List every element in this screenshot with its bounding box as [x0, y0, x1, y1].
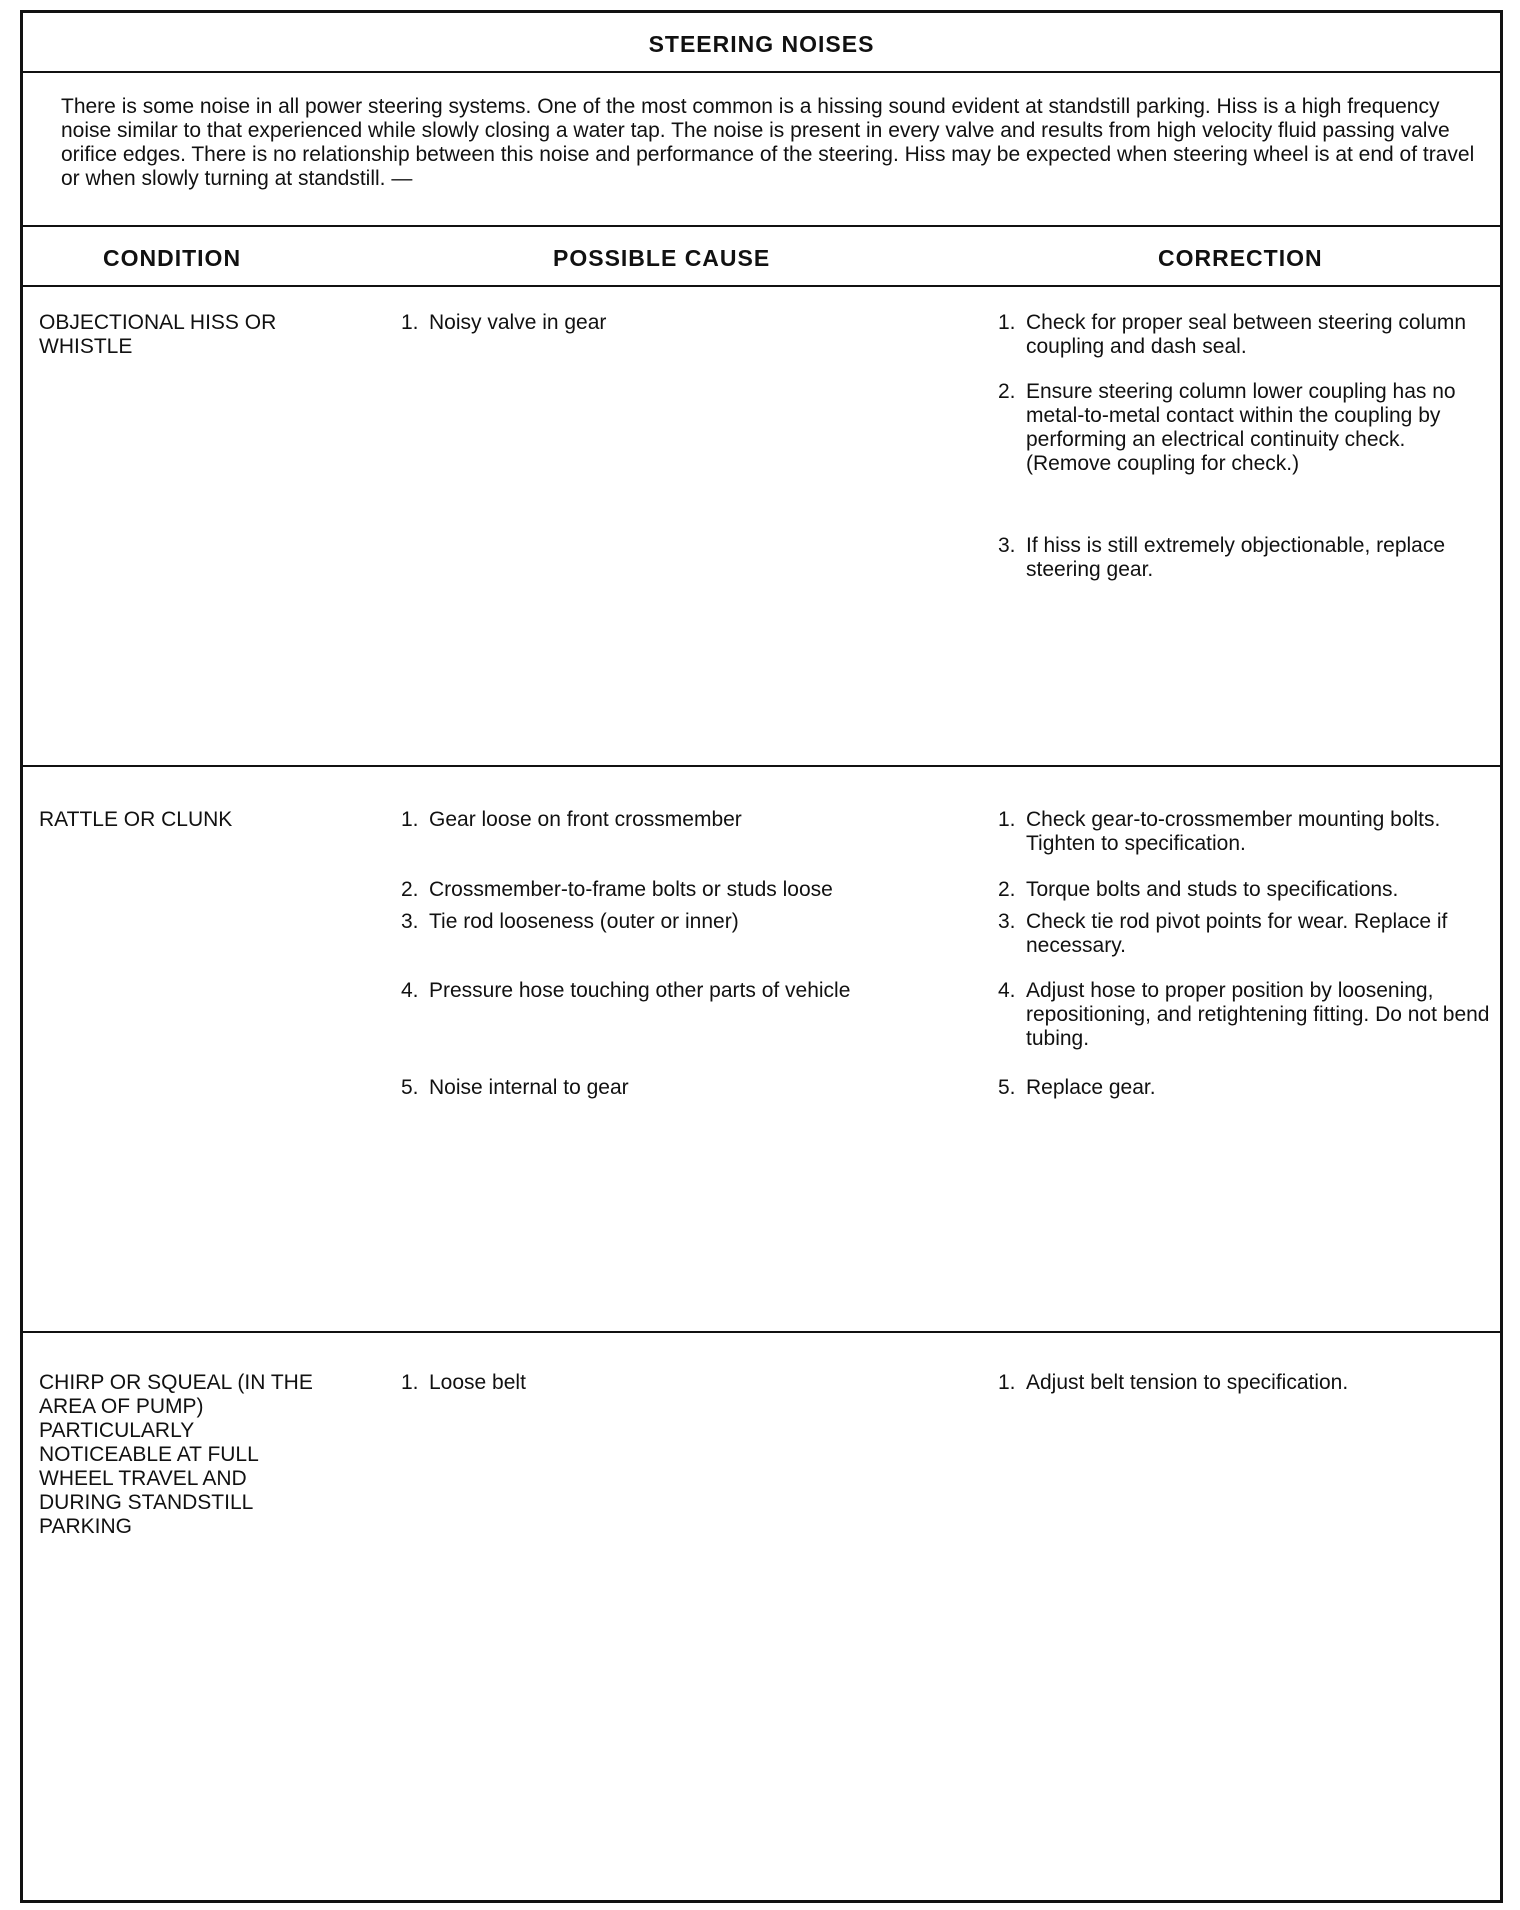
steering-noises-table — [20, 10, 1503, 1903]
row-2-correction-4 — [998, 979, 1498, 1051]
row-1-correction-3-num: 3. — [998, 534, 1016, 557]
row-2-correction-4-text: Adjust hose to proper position by loosening, repositioning, and retightening fitting. Do not bend tubing. — [1026, 979, 1490, 1050]
row-2-correction-5-text: Replace gear. — [1026, 1076, 1156, 1099]
row-2-correction-1-num: 1. — [998, 808, 1016, 831]
header-correction: CORRECTION — [1158, 245, 1323, 271]
row-2-cause-5 — [401, 1076, 961, 1100]
row-3-cause-1-text: Loose belt — [429, 1371, 526, 1394]
row-2-cause-1 — [401, 808, 961, 832]
table-title: STEERING NOISES — [648, 31, 875, 57]
row-3-cause-1 — [401, 1371, 961, 1395]
row-2-correction-2-num: 2. — [998, 878, 1016, 901]
row-2-correction-4-num: 4. — [998, 979, 1016, 1002]
row-1-cause-1 — [401, 311, 961, 335]
row-2-correction-1-text: Check gear-to-crossmember mounting bolts. Tighten to specification. — [1026, 808, 1441, 855]
row-3-correction-1-num: 1. — [998, 1371, 1016, 1394]
intro-paragraph: There is some noise in all power steering systems. One of the most common is a hissing sound evident at standstill parking. Hiss is a high frequency noise similar to that experienced while slowly closing a water tap. The noise is present in every valve and results from high velocity fluid passing valve orifice edges. There is no relationship between this noise and performance of the steering. Hiss may be expected when steering wheel is at end of travel or when slowly turning at standstill. — — [61, 95, 1475, 190]
row-2-cause-1-num: 1. — [401, 808, 419, 831]
header-divider — [23, 285, 1500, 287]
row-2-cause-2-text: Crossmember-to-frame bolts or studs loose — [429, 878, 833, 901]
row-1-correction-3-text: If hiss is still extremely objectionable, replace steering gear. — [1026, 534, 1446, 581]
row-2-cause-4-num: 4. — [401, 979, 419, 1002]
row-2-cause-5-text: Noise internal to gear — [429, 1076, 629, 1099]
row-2-cause-3-num: 3. — [401, 910, 419, 933]
row-2-cause-4 — [401, 979, 961, 1003]
row-2-correction-3-text: Check tie rod pivot points for wear. Replace if necessary. — [1026, 910, 1448, 957]
row-3-condition: CHIRP OR SQUEAL (IN THE AREA OF PUMP) PARTICULARLY NOTICEABLE AT FULL WHEEL TRAVEL AND DURING STANDSTILL PARKING — [39, 1371, 313, 1538]
row-2-cause-5-num: 5. — [401, 1076, 419, 1099]
row-1-cause-1-num: 1. — [401, 311, 419, 334]
row-1-correction-2 — [998, 380, 1498, 476]
row-1-correction-1-num: 1. — [998, 311, 1016, 334]
row-2-cause-2-num: 2. — [401, 878, 419, 901]
row-2-correction-3 — [998, 910, 1498, 958]
row-3-cause-1-num: 1. — [401, 1371, 419, 1394]
row-2-correction-2 — [998, 878, 1498, 902]
row-2-cause-3 — [401, 910, 961, 934]
row-1-correction-1-text: Check for proper seal between steering column coupling and dash seal. — [1026, 311, 1467, 358]
row-3-correction-1-text: Adjust belt tension to specification. — [1026, 1371, 1349, 1394]
row-2-correction-1 — [998, 808, 1498, 856]
row-1-correction-2-num: 2. — [998, 380, 1016, 403]
row-2-cause-1-text: Gear loose on front crossmember — [429, 808, 742, 831]
row-2-correction-2-text: Torque bolts and studs to specifications. — [1026, 878, 1399, 901]
row-2-condition: RATTLE OR CLUNK — [39, 808, 233, 831]
header-condition: CONDITION — [103, 245, 242, 271]
row-2-correction-3-num: 3. — [998, 910, 1016, 933]
row-1-correction-1 — [998, 311, 1498, 359]
row-1-cause-1-text: Noisy valve in gear — [429, 311, 607, 334]
row-1-correction-2-text: Ensure steering column lower coupling has no metal-to-metal contact within the coupling by performing an electrical continuity check. (Remove coupling for check.) — [1026, 380, 1456, 475]
row-2-divider — [23, 1331, 1500, 1333]
row-1-condition: OBJECTIONAL HISS OR WHISTLE — [39, 311, 277, 358]
row-2-cause-3-text: Tie rod looseness (outer or inner) — [429, 910, 739, 933]
header-possible-cause: POSSIBLE CAUSE — [553, 245, 771, 271]
title-divider — [23, 71, 1500, 73]
row-2-correction-5-num: 5. — [998, 1076, 1016, 1099]
row-1-correction-3 — [998, 534, 1498, 582]
row-2-cause-4-text: Pressure hose touching other parts of vehicle — [429, 979, 851, 1002]
row-1-divider — [23, 765, 1500, 767]
row-2-cause-2 — [401, 878, 961, 902]
row-2-correction-5 — [998, 1076, 1498, 1100]
row-3-correction-1 — [998, 1371, 1498, 1395]
intro-divider — [23, 225, 1500, 227]
